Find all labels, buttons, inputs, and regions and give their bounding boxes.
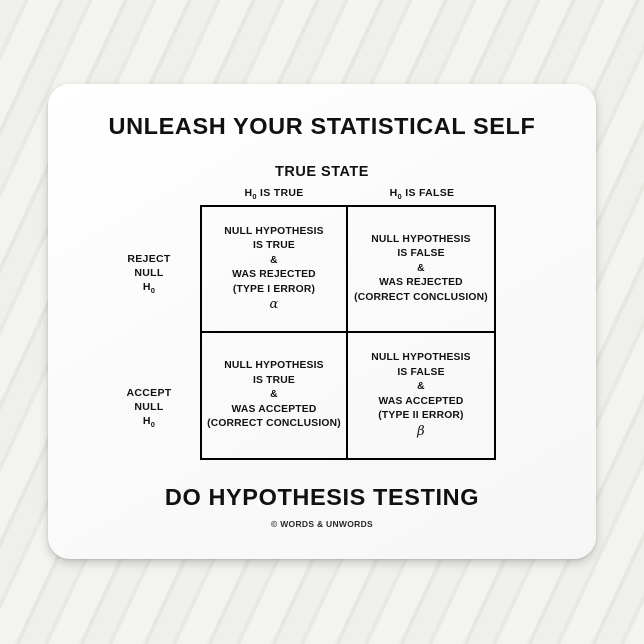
credit-line: © WORDS & UNWORDS <box>270 519 374 529</box>
row-header-reject-null <box>103 252 195 298</box>
column-header-h0-true-rest: IS TRUE <box>256 187 304 199</box>
row-header-reject-line1: REJECT <box>127 253 171 265</box>
column-group-label: TRUE STATE <box>275 164 369 180</box>
cell-line: & <box>417 381 425 393</box>
cell-line: NULL HYPOTHESIS <box>371 233 471 245</box>
cell-line: IS TRUE <box>252 374 296 386</box>
row-header-accept-null <box>103 386 195 432</box>
row-header-reject-line3 <box>103 280 195 298</box>
cell-line: WAS ACCEPTED <box>231 403 317 415</box>
row-header-reject-line2: NULL <box>134 267 164 279</box>
column-header-h0-false-h: H <box>389 187 398 199</box>
cell-line: WAS REJECTED <box>232 269 316 281</box>
column-header-h0-false <box>348 187 496 201</box>
column-header-h0-true <box>200 187 348 201</box>
cell-line: NULL HYPOTHESIS <box>371 352 471 364</box>
matrix-cell-reject-h0-true <box>202 207 348 333</box>
matrix-cell-accept-h0-false <box>348 333 494 459</box>
cell-line: WAS ACCEPTED <box>378 395 464 407</box>
cell-line: NULL HYPOTHESIS <box>224 225 324 237</box>
poster-content <box>48 84 596 559</box>
matrix-cell-reject-h0-false <box>348 207 494 333</box>
matrix-cell-accept-h0-true <box>202 333 348 459</box>
cell-line: (TYPE I ERROR) <box>232 283 316 295</box>
column-header-h0-true-sub: 0 <box>252 192 257 202</box>
page-title-bottom: DO HYPOTHESIS TESTING <box>164 484 480 510</box>
row-header-accept-line2: NULL <box>134 401 164 413</box>
cell-line: & <box>417 262 425 274</box>
cell-line: WAS REJECTED <box>379 277 463 288</box>
row-header-accept-line1: ACCEPT <box>126 387 172 399</box>
cell-symbol-alpha: α <box>269 297 279 313</box>
cell-line: IS FALSE <box>397 248 445 259</box>
cell-line: IS TRUE <box>252 240 296 252</box>
row-header-reject-h: H <box>142 281 151 293</box>
cell-line: (CORRECT CONCLUSION) <box>207 418 341 429</box>
cell-line: (CORRECT CONCLUSION) <box>354 291 488 303</box>
cell-line: (TYPE II ERROR) <box>378 410 464 422</box>
cell-line: & <box>270 389 278 400</box>
row-header-accept-line3 <box>103 414 195 432</box>
page-title-top: UNLEASH YOUR STATISTICAL SELF <box>108 113 536 139</box>
row-header-accept-sub: 0 <box>150 420 156 430</box>
column-header-h0-false-rest: IS FALSE <box>402 187 455 199</box>
row-header-accept-h: H <box>142 415 151 427</box>
cell-line: IS FALSE <box>397 366 445 378</box>
hypothesis-testing-matrix <box>200 205 496 460</box>
cell-line: & <box>270 254 278 266</box>
mousepad <box>48 84 596 559</box>
cell-line: NULL HYPOTHESIS <box>224 360 324 371</box>
column-header-h0-false-sub: 0 <box>397 192 403 202</box>
column-header-h0-true-h: H <box>244 187 253 199</box>
cell-symbol-beta: β <box>417 423 425 439</box>
mousepad-surface <box>48 84 596 559</box>
row-header-reject-sub: 0 <box>150 286 156 296</box>
